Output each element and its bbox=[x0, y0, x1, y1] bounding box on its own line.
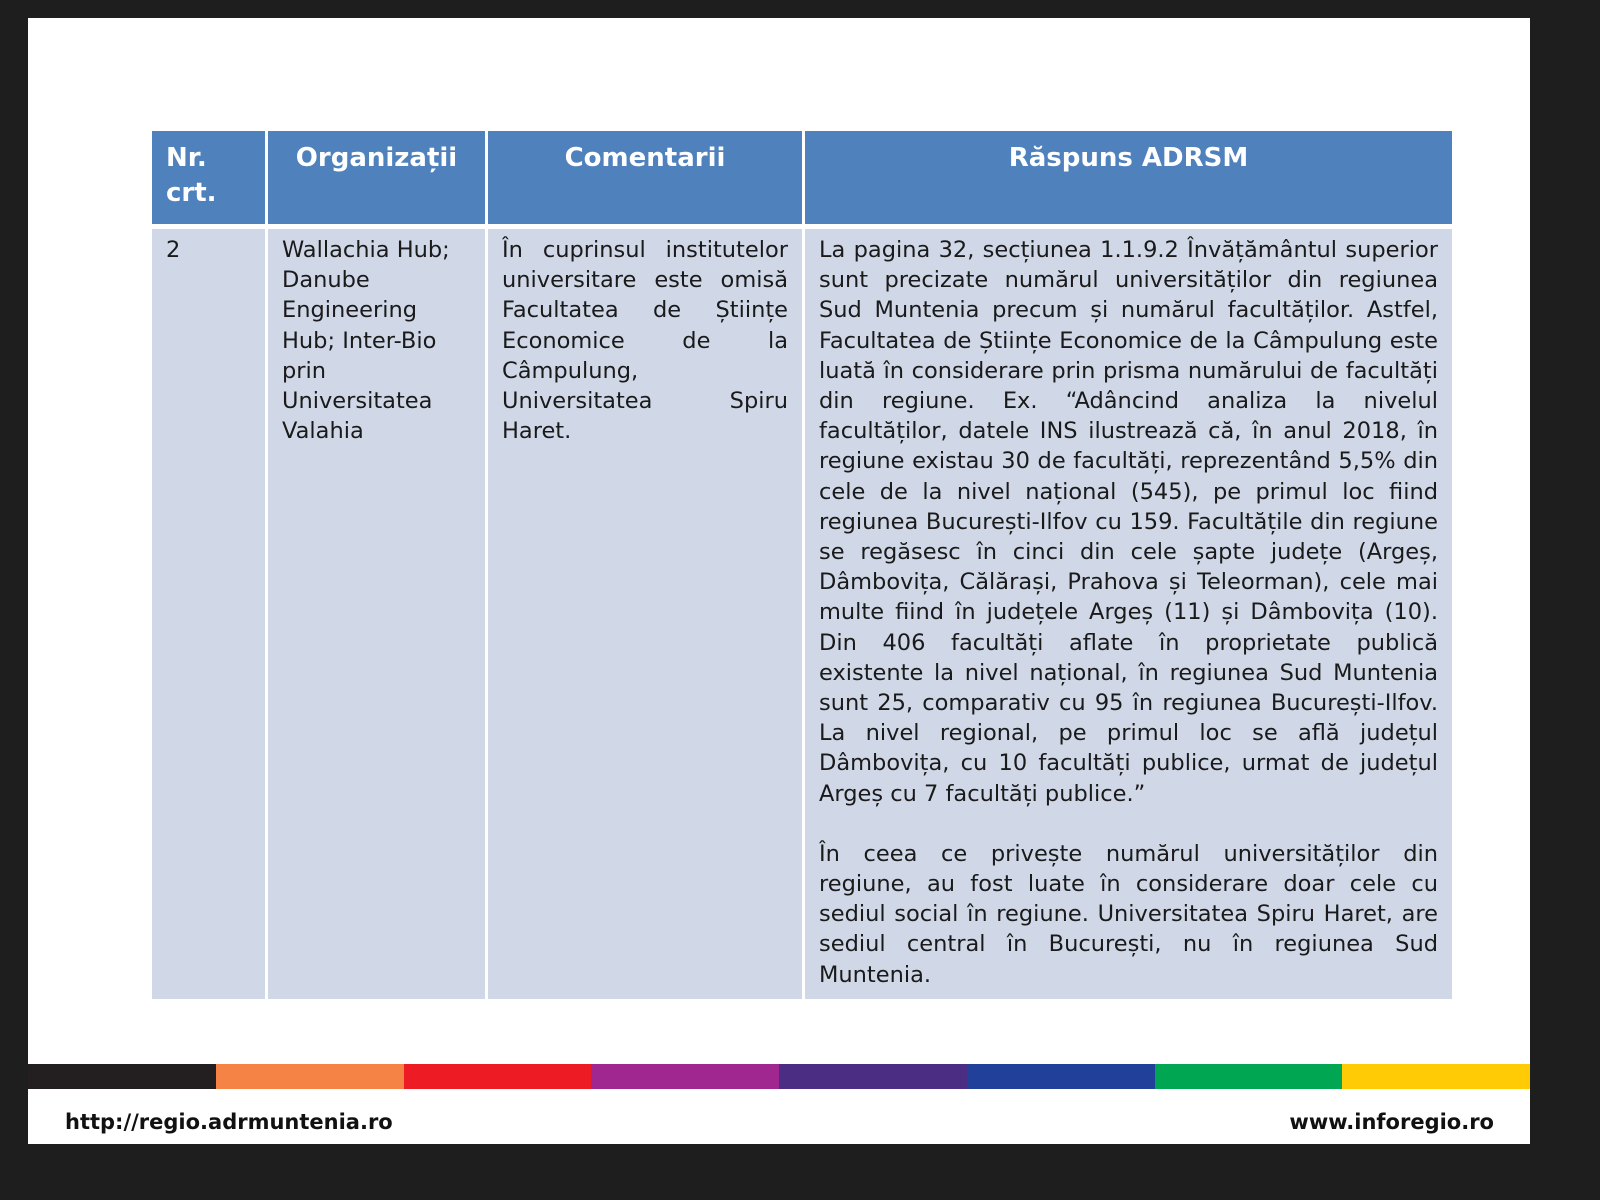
header-raspuns-adrsm: Răspuns ADRSM bbox=[805, 131, 1452, 224]
footer-url-inforegio[interactable]: www.inforegio.ro bbox=[1289, 1110, 1494, 1134]
color-stripe-segment bbox=[28, 1064, 216, 1089]
comments-table bbox=[152, 131, 1452, 999]
color-stripe-segment bbox=[779, 1064, 967, 1089]
cell-nr: 2 bbox=[152, 229, 265, 999]
color-stripe-segment bbox=[591, 1064, 779, 1089]
header-nr-crt: Nr. crt. bbox=[152, 131, 265, 224]
color-stripe-segment bbox=[216, 1064, 404, 1089]
slide bbox=[28, 18, 1530, 1144]
color-stripe-bar bbox=[28, 1064, 1530, 1089]
footer-url-adrmuntenia[interactable]: http://regio.adrmuntenia.ro bbox=[65, 1110, 393, 1134]
color-stripe-segment bbox=[1155, 1064, 1343, 1089]
cell-organizatii: Wallachia Hub; Danube Engineering Hub; Inter-Bio prin Universitatea Valahia bbox=[268, 229, 485, 999]
cell-raspuns bbox=[805, 229, 1452, 999]
header-organizatii: Organizații bbox=[268, 131, 485, 224]
raspuns-paragraph-2: În ceea ce privește numărul universităților din regiune, au fost luate în considerare doar cele cu sediul social în regiune. Universitatea Spiru Haret, are sediul central în București, nu în regiunea Sud Muntenia. bbox=[819, 840, 1438, 988]
raspuns-paragraph-1: La pagina 32, secțiunea 1.1.9.2 Învățământul superior sunt precizate numărul universităților din regiunea Sud Muntenia precum și numărul facultăților. Astfel, Facultatea de Științe Economice de la Câmpulung este luată în considerare prin prisma numărului de facultăți din regiune. Ex. “Adâncind analiza la nivelul facultăților, datele INS ilustrează că, în anul 2018, în regiune existau 30 de facultăți, reprezentând 5,5% din cele de la nivel național (545), pe primul loc fiind regiunea București-Ilfov cu 159. Facultățile din regiune se regăsesc în cinci din cele șapte județe (Argeș, Dâmbovița, Călărași, Prahova și Teleorman), cele mai multe fiind în județele Argeș (11) și Dâmbovița (10). Din 406 facultăți aflate în proprietate publică existente la nivel național, în regiunea Sud Muntenia sunt 25, comparativ cu 95 în regiunea București-Ilfov. La nivel regional, pe primul loc se află județul Dâmbovița, cu 10 facultăți publice, urmat de județul Argeș cu 7 facultăți publice.” bbox=[819, 237, 1438, 807]
color-stripe-segment bbox=[967, 1064, 1155, 1089]
table-row bbox=[152, 229, 1452, 999]
header-comentarii: Comentarii bbox=[488, 131, 802, 224]
cell-comentarii: În cuprinsul institutelor universitare este omisă Facultatea de Științe Economice de la Câmpulung, Universitatea Spiru Haret. bbox=[488, 229, 802, 999]
color-stripe-segment bbox=[1342, 1064, 1530, 1089]
table-header-row bbox=[152, 131, 1452, 224]
color-stripe-segment bbox=[404, 1064, 592, 1089]
